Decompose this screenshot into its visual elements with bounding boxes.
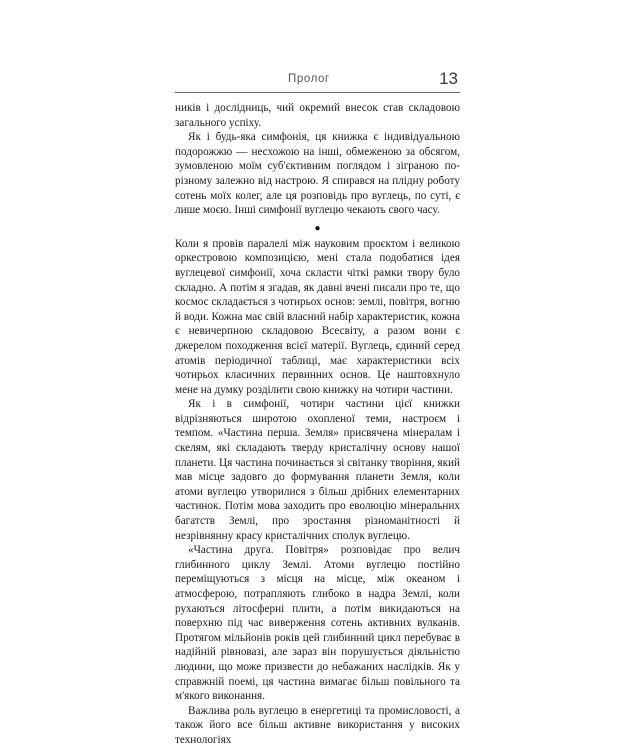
paragraph-continued: ників і дослідниць, чий окремий внесок став складовою загального успіху. bbox=[175, 102, 460, 129]
paragraph: Як і будь-яка симфонія, ця книжка є індивідуальною подорожжю — несхожою на інші, обмеженою за обсягом, зумовленою моїм суб'єктивним поглядом і зіграною по-різному залежно від настрою. Я спирався на плідну роботу сотень моїх колег, але ця розповідь про вуглець, по суті, є лише моєю. Інші симфонії вуглецю чекають свого часу. bbox=[175, 131, 460, 217]
section-title: Пролог bbox=[288, 73, 330, 85]
running-header bbox=[175, 70, 460, 93]
paragraph: Важлива роль вуглецю в енергетиці та промисловості, а також його все більш активне використання у високих технологіях bbox=[175, 704, 460, 746]
paragraph: Як і в симфонії, чотири частини цієї книжки відрізняються широтою охопленої теми, настроєм і темпом. «Частина перша. Земля» присвячена мінералам і скелям, які складають тверду кристалічну основу нашої планети. Ця частина починається зі світанку творіння, який мав місце задовго до формування планети Земля, коли атоми вуглецю утворилися з більш дрібних елементарних частинок. Потім мова заходить про еволюцію мінеральних багатств Землі, про зростання різноманітності й незрівнянну красу кристалічних сполук вуглецю. bbox=[175, 398, 460, 542]
body-text bbox=[175, 101, 460, 748]
paragraph: Коли я провів паралелі між науковим проєктом і великою оркестровою композицією, мені стала подобатися ідея вуглецевої симфонії, хоча скласти чіткі рамки твору було складно. А потім я згадав, як давні вчені писали про те, що космос складається з чотирьох основ: землі, повітря, вогню й води. Кожна має свій власний набір характеристик, кожна є невичерпною складовою Всесвіту, а разом вони є джерелом походження всієї матерії. Вуглець, єдиний серед атомів періодичної таблиці, має характеристики всіх чотирьох класичних первинних основ. Це наштовхнуло мене на думку розділити свою книжку на чотири частини. bbox=[175, 237, 460, 396]
paragraph: «Частина друга. Повітря» розповідає про велич глибинного циклу Землі. Атоми вуглецю постійно переміщуються з місця на місце, між океаном і атмосферою, потрапляють глибоко в надра Землі, коли рухаються літосферні плити, а потім викидаються на поверхню під час виверження сотень активних вулканів. Протягом мільйонів років цей глибинний цикл перебуває в надійній рівновазі, але зараз він порушується діяльністю людини, що може призвести до небажаних наслідків. Як у справжній поемі, ця частина вимагає більш повільного та м'якого виконання. bbox=[175, 544, 460, 703]
section-break-ornament: ● bbox=[314, 222, 321, 234]
page-number: 13 bbox=[439, 69, 458, 88]
